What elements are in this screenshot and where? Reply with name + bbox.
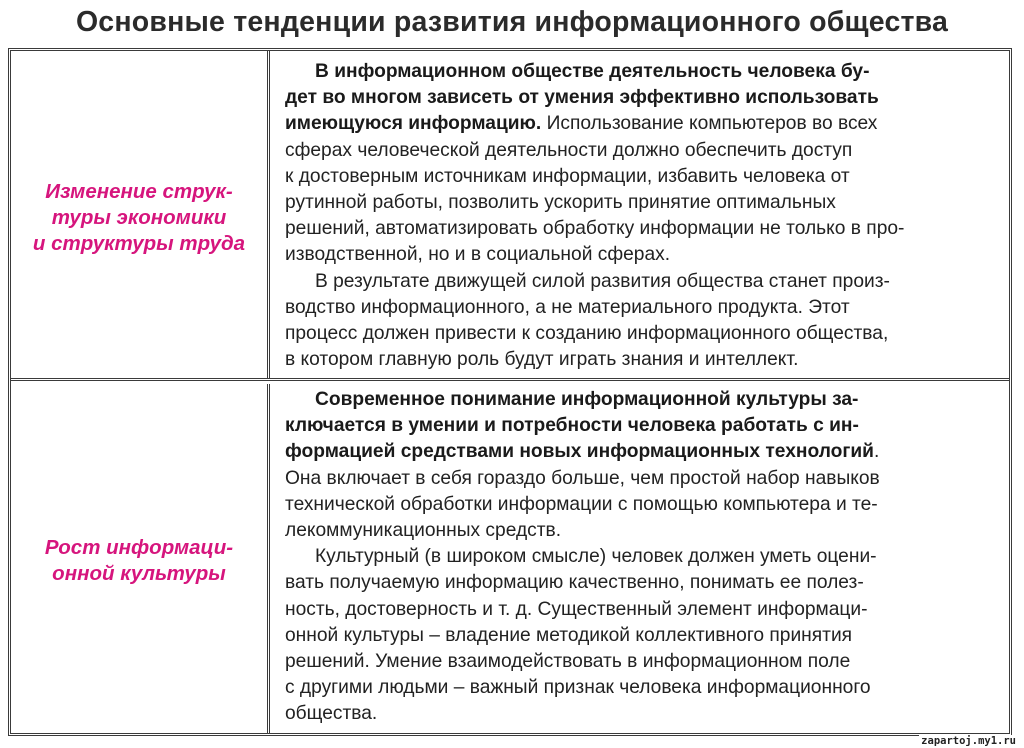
text-line: [285, 597, 1003, 623]
text-line: [285, 701, 1003, 727]
text-line: [285, 570, 1003, 596]
regular-text: вать получаемую информацию качественно, понимать ее полез-: [285, 572, 864, 594]
regular-text: с другими людьми – важный признак человека информационного: [285, 677, 871, 699]
regular-text: ность, достоверность и т. д. Существенный элемент информаци-: [285, 598, 868, 620]
text-line: [285, 295, 1003, 321]
regular-text: общества.: [285, 703, 378, 725]
text-line: [285, 321, 1003, 347]
regular-text: водство информационного, а не материального продукта. Этот: [285, 296, 850, 318]
regular-text: решений. Умение взаимодействовать в информационном поле: [285, 650, 851, 672]
regular-text: Она включает в себя гораздо больше, чем простой набор навыков: [285, 467, 880, 489]
description-text: [285, 387, 1003, 727]
page-title: Основные тенденции развития информационного общества: [75, 6, 949, 38]
text-line: [285, 544, 1003, 570]
regular-text: В результате движущей силой развития общества станет произ-: [315, 270, 890, 292]
regular-text: онной культуры – владение методикой коллективного принятия: [285, 624, 853, 646]
regular-text: в котором главную роль будут играть знания и интеллект.: [285, 349, 799, 371]
text-line: [285, 190, 1003, 216]
text-line: [285, 111, 1003, 137]
text-line: [285, 216, 1003, 242]
regular-text: процесс должен привести к созданию информационного общества,: [285, 322, 889, 344]
regular-text: изводственной, но и в социальной сферах.: [285, 244, 671, 266]
text-line: [285, 269, 1003, 295]
regular-text: сферах человеческой деятельности должно обеспечить доступ: [285, 139, 853, 161]
table-row: [11, 384, 1009, 733]
text-line: [285, 59, 1003, 85]
row-label-line: Рост информаци-: [44, 536, 234, 559]
row-label-line: онной культуры: [52, 562, 226, 585]
table-row: [11, 51, 1009, 381]
text-line: [285, 518, 1003, 544]
row-description-cell: [273, 384, 1009, 733]
text-line: [285, 623, 1003, 649]
regular-text: лекоммуникационных средств.: [285, 519, 562, 541]
row-label: [11, 535, 267, 587]
text-line: [285, 439, 1003, 465]
regular-text: рутинной работы, позволить ускорить принятие оптимальных: [285, 191, 836, 213]
row-label-line: Изменение струк-: [45, 180, 233, 203]
text-line: [285, 242, 1003, 268]
regular-text: .: [873, 441, 880, 463]
text-line: [285, 649, 1003, 675]
text-line: [285, 138, 1003, 164]
text-line: [285, 347, 1003, 373]
row-label-cell: [11, 384, 270, 733]
regular-text: технической обработки информации с помощью компьютера и те-: [285, 493, 878, 515]
description-text: [285, 59, 1003, 373]
bold-text: формацией средствами новых информационных технологий: [285, 441, 874, 463]
row-description-cell: [273, 51, 1009, 378]
text-line: [285, 387, 1003, 413]
trends-table: [8, 48, 1012, 736]
row-label-line: и структуры труда: [32, 232, 246, 255]
site-watermark: zapartoj.my1.ru: [921, 735, 1016, 747]
bold-text: имеющуюся информацию.: [285, 113, 542, 135]
row-label-line: туры экономики: [51, 206, 227, 229]
text-line: [285, 164, 1003, 190]
bold-text: Современное понимание информационной культуры за-: [315, 389, 859, 410]
regular-text: Использование компьютеров во всех: [541, 113, 878, 135]
regular-text: к достоверным источникам информации, избавить человека от: [285, 165, 850, 187]
row-label-cell: [11, 51, 270, 378]
bold-text: В информационном обществе деятельность человека бу-: [315, 61, 870, 82]
bold-text: ключается в умении и потребности человека работать с ин-: [285, 415, 859, 437]
text-line: [285, 413, 1003, 439]
text-line: [285, 675, 1003, 701]
text-line: [285, 466, 1003, 492]
bold-text: дет во многом зависеть от умения эффективно использовать: [285, 87, 879, 109]
regular-text: Культурный (в широком смысле) человек должен уметь оцени-: [315, 546, 877, 568]
row-label: [11, 179, 267, 257]
text-line: [285, 85, 1003, 111]
regular-text: решений, автоматизировать обработку информации не только в про-: [285, 218, 905, 240]
text-line: [285, 492, 1003, 518]
